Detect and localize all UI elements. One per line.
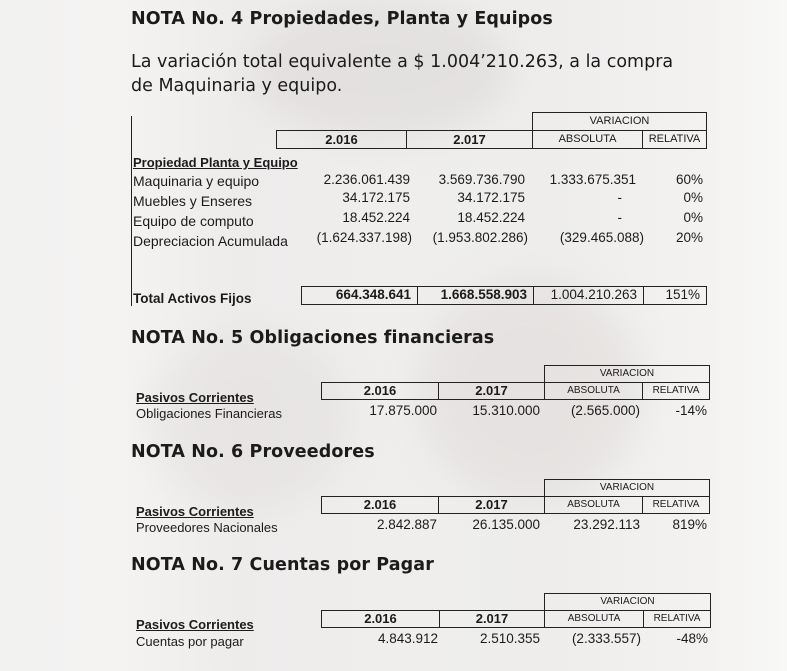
total-2016: 664.348.641	[301, 286, 418, 305]
section-label: Pasivos Corrientes	[136, 504, 254, 519]
value-relativa: -14%	[675, 403, 707, 418]
relativa-header: RELATIVA	[642, 382, 710, 400]
nota5-title: NOTA No. 5 Obligaciones financieras	[131, 328, 495, 348]
nota4-description-line1: La variación total equivalente a $ 1.004’210.263, a la compra	[131, 52, 674, 72]
table-left-border	[131, 116, 132, 306]
absoluta-header: ABSOLUTA	[544, 382, 643, 400]
row-label: Equipo de computo	[133, 213, 254, 229]
row-label: Cuentas por pagar	[136, 634, 244, 649]
value-2017: 15.310.000	[472, 403, 540, 418]
value-2016: 2.842.887	[376, 517, 437, 532]
value-relativa: 819%	[672, 517, 707, 532]
year-2016-header: 2.016	[321, 496, 439, 514]
value-2016: 4.843.912	[377, 631, 438, 646]
year-2017-header: 2.017	[406, 130, 533, 149]
year-2017-header: 2.017	[438, 382, 545, 400]
value-absoluta: (329.465.088)	[559, 230, 644, 245]
row-label: Depreciacion Acumulada	[133, 233, 288, 249]
absoluta-header: ABSOLUTA	[544, 610, 644, 628]
value-2016: 18.452.224	[342, 210, 410, 225]
value-relativa: 0%	[683, 190, 703, 205]
year-2017-header: 2.017	[438, 496, 545, 514]
year-2016-header: 2.016	[321, 610, 440, 628]
value-absoluta: (2.333.557)	[571, 631, 641, 646]
value-relativa: 60%	[675, 172, 703, 187]
nota4-description	[131, 50, 731, 98]
value-2017: 26.135.000	[472, 517, 540, 532]
section-label: Pasivos Corrientes	[136, 617, 254, 632]
relativa-header: RELATIVA	[643, 610, 711, 628]
year-2016-header: 2.016	[276, 130, 407, 149]
value-absoluta: (2.565.000)	[570, 403, 640, 418]
value-2017: 3.569.736.790	[438, 172, 525, 187]
value-absoluta: -	[617, 210, 622, 225]
value-2016: 2.236.061.439	[323, 172, 410, 187]
value-2016: (1.624.337.198)	[316, 230, 412, 245]
value-absoluta: -	[617, 190, 622, 205]
variacion-header: VARIACION	[532, 112, 707, 131]
value-2016: 17.875.000	[369, 403, 437, 418]
absoluta-header: ABSOLUTA	[532, 130, 643, 149]
value-2016: 34.172.175	[342, 190, 410, 205]
row-label: Proveedores Nacionales	[136, 520, 278, 535]
row-label: Muebles y Enseres	[133, 193, 253, 209]
section-label: Pasivos Corrientes	[136, 390, 254, 405]
nota4-description-line2: de Maquinaria y equipo.	[131, 76, 343, 96]
value-relativa: 0%	[683, 210, 703, 225]
variacion-header: VARIACION	[544, 593, 711, 611]
nota4-title: NOTA No. 4 Propiedades, Planta y Equipos	[131, 9, 553, 29]
value-2017: 18.452.224	[457, 210, 525, 225]
relativa-header: RELATIVA	[642, 130, 707, 149]
total-absoluta: 1.004.210.263	[533, 286, 644, 305]
nota7-title: NOTA No. 7 Cuentas por Pagar	[131, 555, 434, 575]
value-relativa: -48%	[676, 631, 708, 646]
section-label: Propiedad Planta y Equipo	[133, 155, 298, 170]
value-absoluta: 23.292.113	[573, 517, 640, 532]
total-relativa: 151%	[643, 286, 707, 305]
year-2016-header: 2.016	[321, 382, 439, 400]
absoluta-header: ABSOLUTA	[544, 496, 643, 514]
variacion-header: VARIACION	[544, 479, 710, 497]
value-absoluta: 1.333.675.351	[549, 172, 636, 187]
year-2017-header: 2.017	[439, 610, 545, 628]
variacion-header: VARIACION	[544, 365, 710, 383]
total-2017: 1.668.558.903	[417, 286, 534, 305]
value-2017: 2.510.355	[479, 631, 540, 646]
nota6-title: NOTA No. 6 Proveedores	[131, 442, 375, 462]
row-label: Maquinaria y equipo	[133, 173, 260, 189]
value-2017: (1.953.802.286)	[432, 230, 528, 245]
value-relativa: 20%	[675, 230, 703, 245]
relativa-header: RELATIVA	[642, 496, 710, 514]
value-2017: 34.172.175	[457, 190, 525, 205]
total-label: Total Activos Fijos	[133, 291, 252, 306]
row-label: Obligaciones Financieras	[136, 406, 282, 421]
